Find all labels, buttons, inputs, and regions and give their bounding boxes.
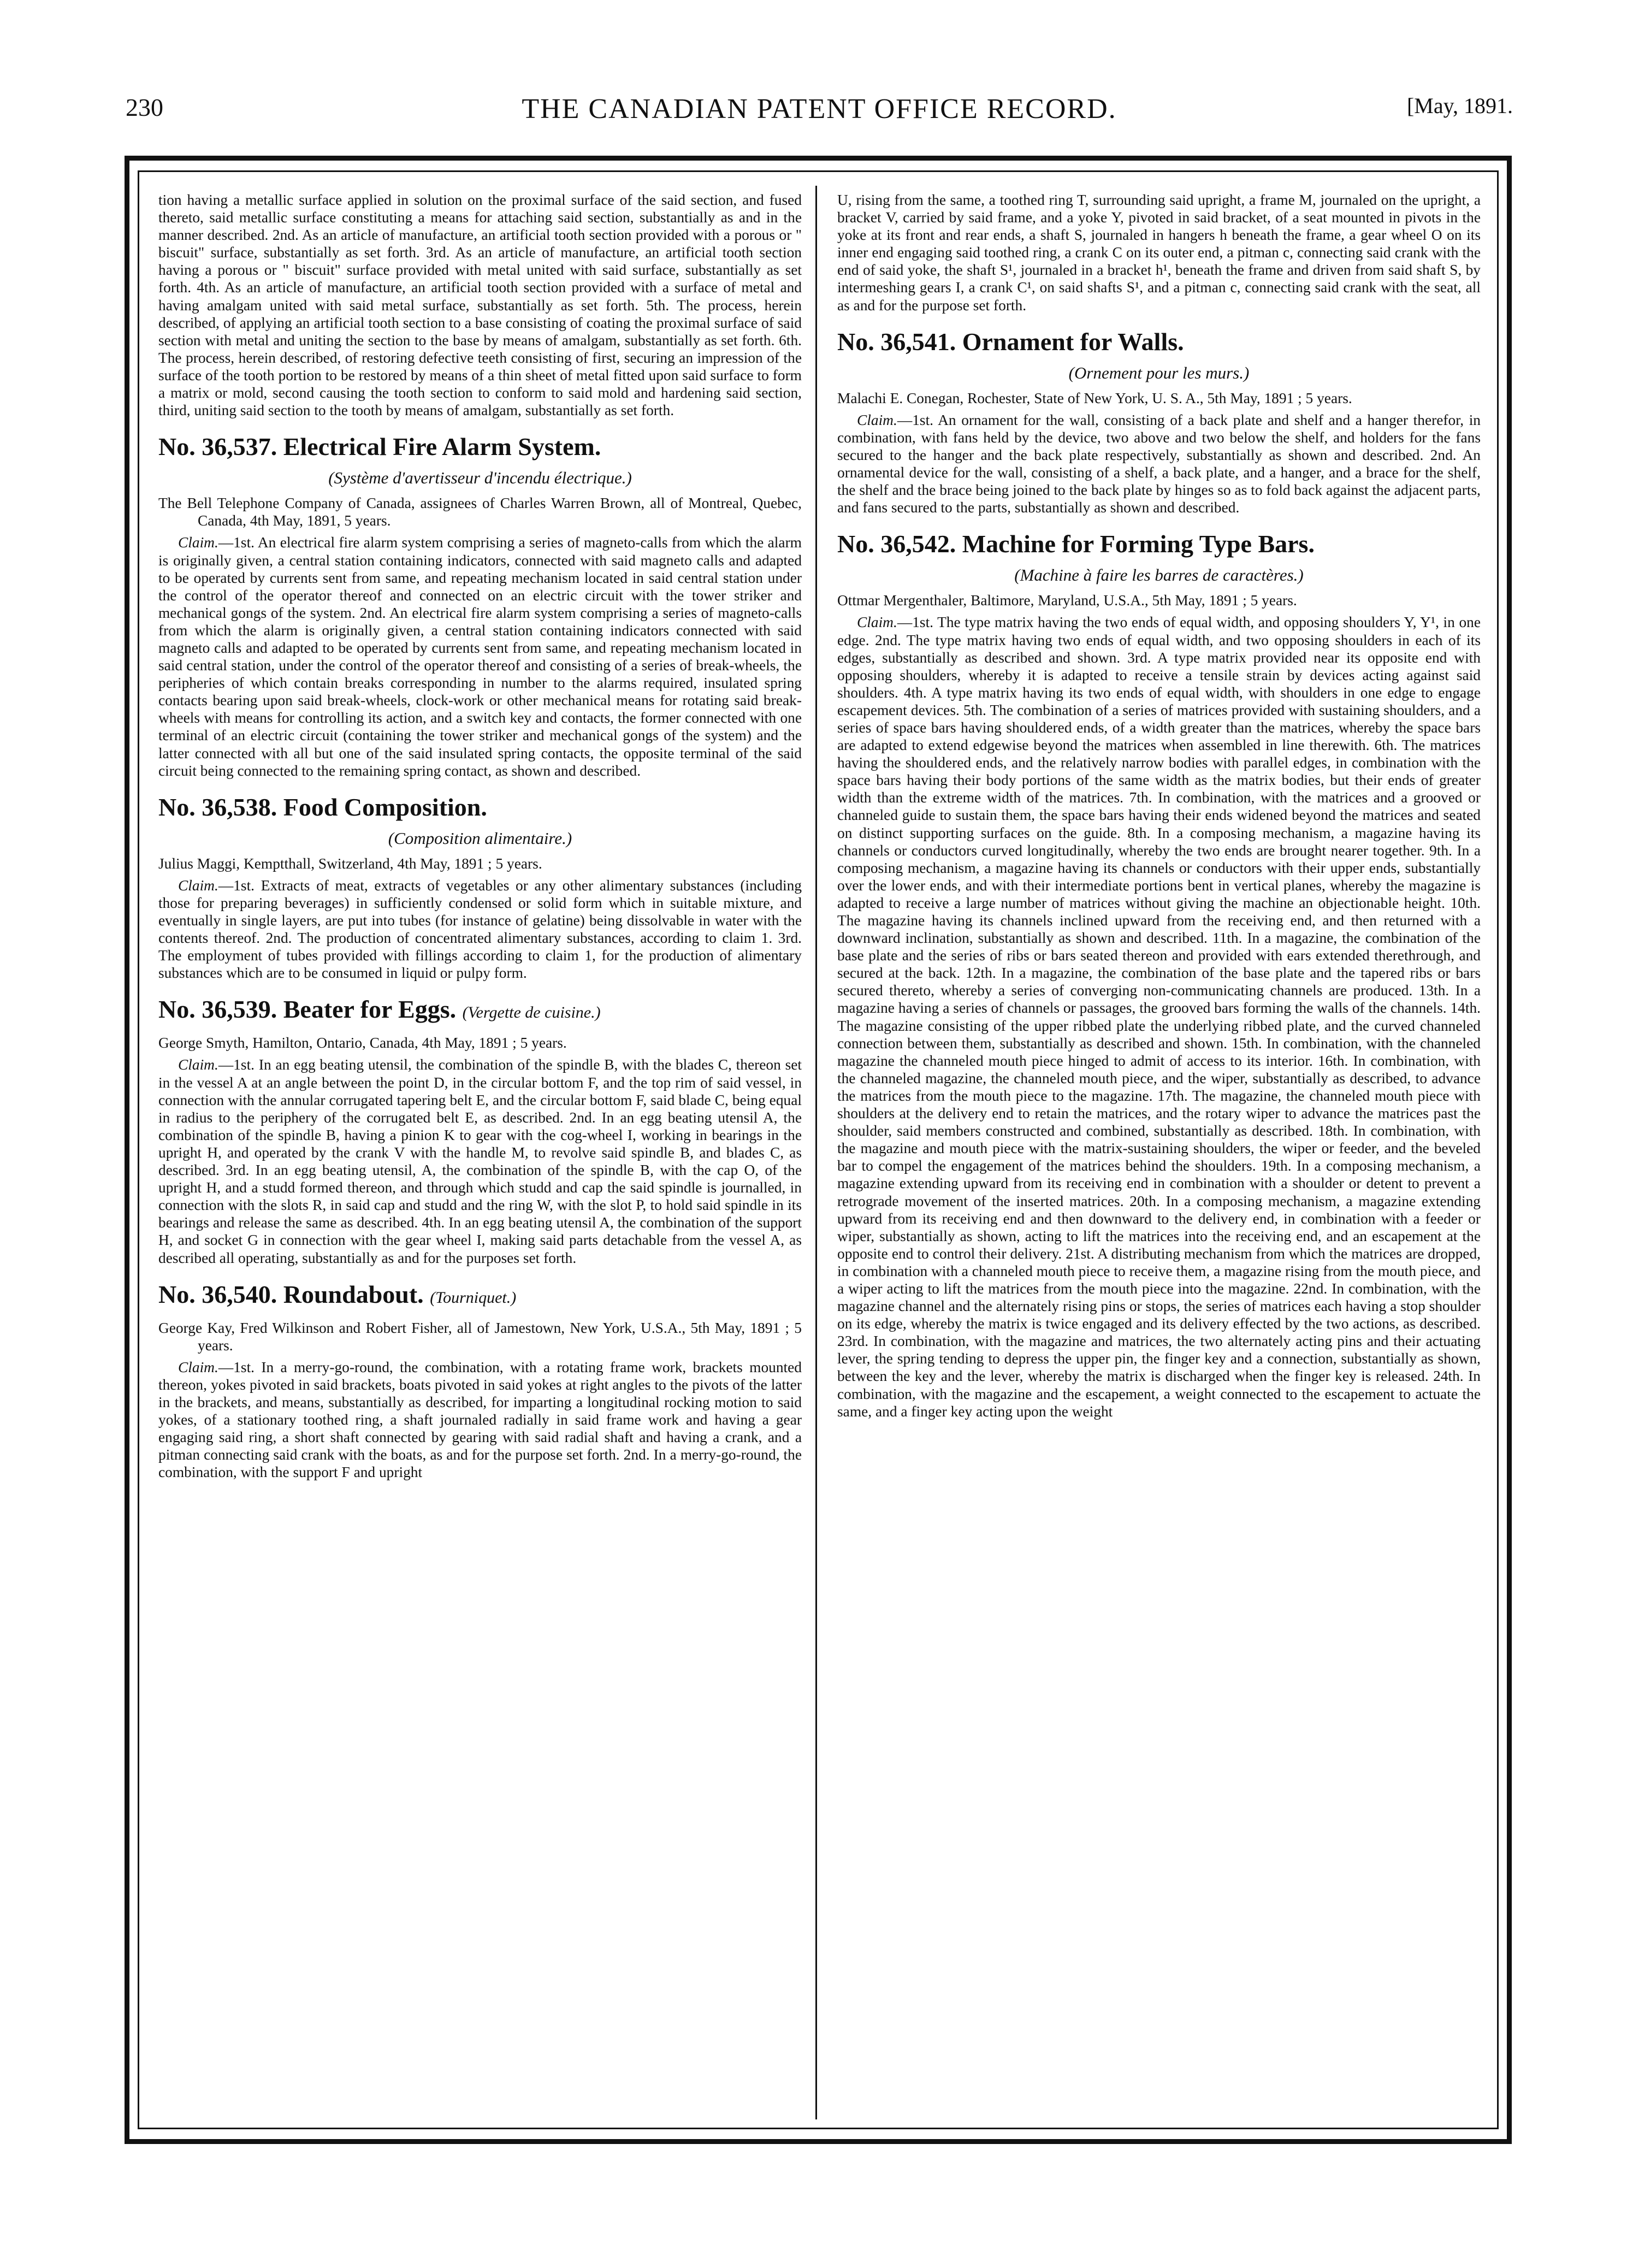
patent-heading-36542: No. 36,542. Machine for Forming Type Bars. [837, 530, 1315, 558]
claim-label: Claim. [857, 411, 897, 428]
patent-heading-36540 [158, 1280, 802, 1313]
claim-label: Claim. [178, 1056, 218, 1073]
claim-text: —1st. The type matrix having the two ends of equal width, and opposing shoulders Y, Y¹, in one edge. 2nd. The type matrix having two ends of equal width, and two opposing shoulders in each of its edges, substantially as described and shown. 3rd. A type matrix provided near its opposite end with opposing shoulders, whereby it is adapted to receive a tensile strain by devices acting against said shoulders. 4th. A type matrix having its two ends of equal width, with shoulders in one edge to engage escapement devices. 5th. The combination of a series of matrices provided with sustaining shoulders, and a series of space bars having shouldered ends, of a width greater than the matrices, whereby the space bars are adapted to extend edgewise beyond the matrices when assembled in line therewith. 6th. The matrices having the shouldered ends, and the relatively narrow bodies with parallel edges, in combination with the space bars having their body portions of the same width as the matrix bodies, but their ends of greater width than the extreme width of the matrices. 7th. In combination, with the matrices and a grooved or channeled guide to sustain them, the space bars having their ends widened beyond the matrices and seated on distinct supporting surfaces on the guide. 8th. In a composing mechanism, a magazine having its channels or conductors curved longitudinally, whereby the two ends are brought nearer together. 9th. In a composing mechanism, a magazine having its channels or conductors with their upper ends, substantially over the lower ends, and with their intermediate portions bent in vertical planes, whereby the magazine is adapted to receive a large number of matrices without giving the machine an objectionable height. 10th. The magazine having its channels inclined upward from the receiving end, and then returned with a downward inclination, substantially as shown and described. 11th. In a magazine, the combination of the base plate and the series of ribs or bars seated thereon and provided with ears extended therethrough, and secured at the back. 12th. In a magazine, the combination of the base plate and the tapered ribs or bars secured thereto, whereby a series of converging non-communicating channels are produced. 13th. In a magazine having a series of channels or passages, the grooved bars forming the walls of the channels. 14th. The magazine consisting of the upper ribbed plate the underlying ribbed plate, and the curved channeled connection between them, substantially as described and shown. 15th. In combination, with the channeled magazine the channeled mouth piece hinged to admit of access to its interior. 16th. In combination, with the channeled magazine, the channeled mouth piece, and the wiper, substantially as described, to advance the matrices from the mouth piece to the magazine. 17th. The magazine, the channeled mouth piece with shoulders at the delivery end to retain the matrices, and the rotary wiper to advance the matrices past the shoulder, said members constructed and combined, substantially as described. 18th. In combination, with the magazine and mouth piece with the matrix-sustaining shoulders, the wiper or feeder, and the beveled bar to compel the engagement of the matrices behind the shoulders. 19th. In a composing mechanism, a magazine extending upward from its receiving end in combination with a shoulder or detent to prevent a retrograde movement of the inserted matrices. 20th. In a composing mechanism, a magazine extending upward from its receiving end and then downward to the delivery end, in combination with a feeder or wiper, substantially as shown, acting to lift the matrices into the receiving end, and an escapement at the opposite end to control their delivery. 21st. A distributing mechanism from which the matrices are dropped, in combination with a channeled mouth piece to receive them, a magazine rising from the mouth piece, and a wiper acting to lift the matrices from the mouth piece into the magazine. 22nd. In combination, with the magazine channel and the alternately rising pins or stops, the series of matrices each having a stop shoulder on its edge, whereby the matrix is twice engaged and its delivery effected by the two actions, as described. 23rd. In combination, with the magazine and matrices, the two alternately acting pins and their actuating lever, the spring tending to depress the upper pin, the finger key and a connection, substantially as shown, between the key and the lever, whereby the matrix is discharged when the finger key is released. 24th. In combination, with the magazine and the escapement, a weight connected to the escapement to actuate the same, and a finger key acting upon the weight [837, 614, 1481, 1420]
patent-assignee-36538: Julius Maggi, Kemptthall, Switzerland, 4th May, 1891 ; 5 years. [158, 855, 542, 872]
right-column [837, 191, 1481, 2125]
patent-claim-36541 [837, 411, 1481, 517]
continuation-text: tion having a metallic surface applied in solution on the proximal surface of the said section, and fused thereto, said metallic surface constituting a means for attaching said section, substantially as and in the manner described. 2nd. As an article of manufacture, an artificial tooth section provided with a porous or " biscuit" surface, substantially as set forth. 3rd. As an article of manufacture, an artificial tooth section having a porous or " biscuit" surface provided with metal united with said surface, substantially as set forth. 4th. As an article of manufacture, an artificial tooth section provided with a surface of metal and having amalgam united with said metal surface, substantially as set forth. 5th. The process, herein described, of applying an artificial tooth section to a base consisting of coating the proximal surface of said section with metal and uniting the section to the base by means of amalgam, substantially as set forth. 6th. The process, herein described, of restoring defective teeth consisting of first, securing an impression of the surface of the tooth portion to be restored by means of a thin sheet of metal fitted upon said surface to form a matrix or mold, second causing the tooth section to conform to said mold and hardening said section, third, uniting said section to the tooth by means of amalgam, substantially as set forth. [158, 192, 802, 419]
claim-label: Claim. [178, 877, 218, 894]
claim-label: Claim. [857, 614, 897, 631]
claim-text: —1st. An ornament for the wall, consisting of a back plate and shelf and a hanger therefor, in combination, with fans held by the device, two above and two below the shelf, and holders for the fans secured to the hanger and the back plate respectively, substantially as shown and described. 2nd. An ornamental device for the wall, consisting of a shelf, a back plate, and a hanger, and a brace for the shelf, the shelf and the brace being joined to the back plate by hinges so as to fold back against the adjacent parts, and fans secured to the parts, substantially as shown and described. [837, 411, 1481, 516]
patent-french-title-36542: (Machine à faire les barres de caractères.) [1014, 565, 1304, 585]
claim-label: Claim. [178, 534, 218, 551]
patent-french-title-36541: (Ornement pour les murs.) [1068, 363, 1250, 382]
continuation-text: U, rising from the same, a toothed ring T, surrounding said upright, a frame M, journaled on the upright, a bracket V, carried by said frame, and a yoke Y, pivoted in said bracket, of a seat mounted in pivots in the yoke at its front and rear ends, a shaft S, journaled in hangers h beneath the frame, a gear wheel O on its inner end engaging said toothed ring, a crank C on its outer end, a pitman c, connecting said crank with the end of said yoke, the shaft S¹, journaled in a bracket h¹, beneath the frame and driven from said shaft S, by intermeshing gears I, a crank C¹, on said shafts S¹, and a pitman c, connecting said crank with the seat, all as and for the purpose set forth. [837, 192, 1481, 314]
page-number: 230 [126, 93, 163, 121]
claim-text: —1st. An electrical fire alarm system comprising a series of magneto-calls from which the alarm is originally given, a central station containing indicators, connected with said magneto calls and adapted to be operated by currents sent from same, and repeating mechanism located in said central station under the control of the operator thereof and connected on an electric circuit with the tower striker and mechanical gongs of the system. 2nd. An electrical fire alarm system comprising a series of magneto-calls from which the alarm is originally given, a central station containing indicators connected with said magneto calls and adapted to be operated by currents sent from same, and repeating mechanism located in said central station, under the control of the operator thereof and consisting of a series of break-wheels, the peripheries of which contain breaks corresponding in number to the alarms required, insulated spring contacts bearing upon said break-wheels, clock-work or other mechanical means for rotating said break-wheels with means for controlling its action, and a switch key and contacts, the former connected with one terminal of an electric circuit (containing the tower striker and mechanical gongs of the system) and the latter connected with all but one of the said insulated spring contacts, the opposite terminal of the said circuit being connected to the remaining spring contact, as shown and described. [158, 534, 802, 779]
patent-french-title-36539: (Vergette de cuisine.) [462, 1003, 601, 1022]
left-column [158, 191, 802, 2125]
patent-french-title-36540: (Tourniquet.) [430, 1288, 517, 1307]
claim-label: Claim. [178, 1359, 218, 1375]
issue-date: [May, 1891. [1406, 93, 1513, 118]
claim-text: —1st. In a merry-go-round, the combination, with a rotating frame work, brackets mounted thereon, yokes pivoted in said brackets, boats pivoted in said yokes at right angles to the pivots of the latter in the brackets, and means, substantially as described, for imparting a longitudinal rocking motion to said yokes, of a stationary toothed ring, a shaft journaled radially in said frame work and having a gear engaging said ring, a short shaft connected by gearing with said radial shaft and having a crank, and a pitman connecting said crank with the boats, as and for the purpose set forth. 2nd. In a merry-go-round, the combination, with the support F and upright [158, 1359, 802, 1481]
patent-heading-36541: No. 36,541. Ornament for Walls. [837, 327, 1184, 356]
patent-assignee-36540: George Kay, Fred Wilkinson and Robert Fisher, all of Jamestown, New York, U.S.A., 5th May, 1891 ; 5 years. [158, 1319, 802, 1354]
patent-heading-36537: No. 36,537. Electrical Fire Alarm System. [158, 433, 601, 461]
journal-title: THE CANADIAN PATENT OFFICE RECORD. [522, 93, 1117, 125]
patent-assignee-36537: The Bell Telephone Company of Canada, assignees of Charles Warren Brown, all of Montreal, Quebec, Canada, 4th May, 1891, 5 years. [158, 495, 802, 529]
patent-assignee-36539: George Smyth, Hamilton, Ontario, Canada, 4th May, 1891 ; 5 years. [158, 1035, 567, 1052]
patent-claim-36542 [837, 613, 1481, 1420]
patent-claim-36539 [158, 1056, 802, 1266]
column-divider [815, 186, 817, 2119]
patent-claim-36537 [158, 534, 802, 779]
page-header [126, 93, 1513, 131]
claim-text: —1st. In an egg beating utensil, the combination of the spindle B, with the blades C, thereon set in the vessel A at an angle between the point D, in the circular bottom F, and the top rim of said vessel, in connection with the annular corrugated tapering belt E, and the circular bottom F, said blade C, being equal in radius to the periphery of the corrugated belt E, as described. 2nd. In an egg beating utensil A, the combination of the spindle B, having a pinion K to gear with the cog-wheel I, working in bearings in the upright H, and operated by the crank V with the handle M, to revolve said spindle B, and blades C, as described. 3rd. In an egg beating utensil, A, the combination of the spindle B, with the cap O, of the upright H, and a studd formed thereon, and through which studd and cap the said spindle is journalled, in connection with the slots R, in said cap and studd and the ring W, with the slot P, to hold said spindle in its bearings and release the same as described. 4th. In an egg beating utensil A, the combination of the support H, and socket G in connection with the gear wheel I, making said parts detachable from the vessel A, as described all operating, substantially as and for the purposes set forth. [158, 1056, 802, 1266]
claim-text: —1st. Extracts of meat, extracts of vegetables or any other alimentary substances (including those for preparing beverages) in sufficiently condensed or solid form which in suitable mixture, and eventually in single layers, are put into tubes (for instance of gelatine) being dissolvable in water with the contents thereof. 2nd. The production of concentrated alimentary substances, according to claim 1. 3rd. The employment of tubes provided with fillings according to claim 1, for the production of alimentary substances which are to be consumed in liquid or pulpy form. [158, 877, 802, 982]
patent-title: No. 36,539. Beater for Eggs. [158, 995, 457, 1024]
patent-assignee-36542: Ottmar Mergenthaler, Baltimore, Maryland, U.S.A., 5th May, 1891 ; 5 years. [837, 592, 1297, 609]
patent-claim-36538 [158, 877, 802, 982]
patent-heading-36538: No. 36,538. Food Composition. [158, 793, 487, 821]
patent-title: No. 36,540. Roundabout. [158, 1280, 424, 1308]
patent-french-title-36537: (Système d'avertisseur d'incendu électrique.) [328, 468, 632, 488]
patent-claim-36540 [158, 1359, 802, 1481]
patent-french-title-36538: (Composition alimentaire.) [388, 828, 572, 848]
patent-assignee-36541: Malachi E. Conegan, Rochester, State of New York, U. S. A., 5th May, 1891 ; 5 years. [837, 389, 1352, 406]
patent-heading-36539 [158, 995, 802, 1027]
